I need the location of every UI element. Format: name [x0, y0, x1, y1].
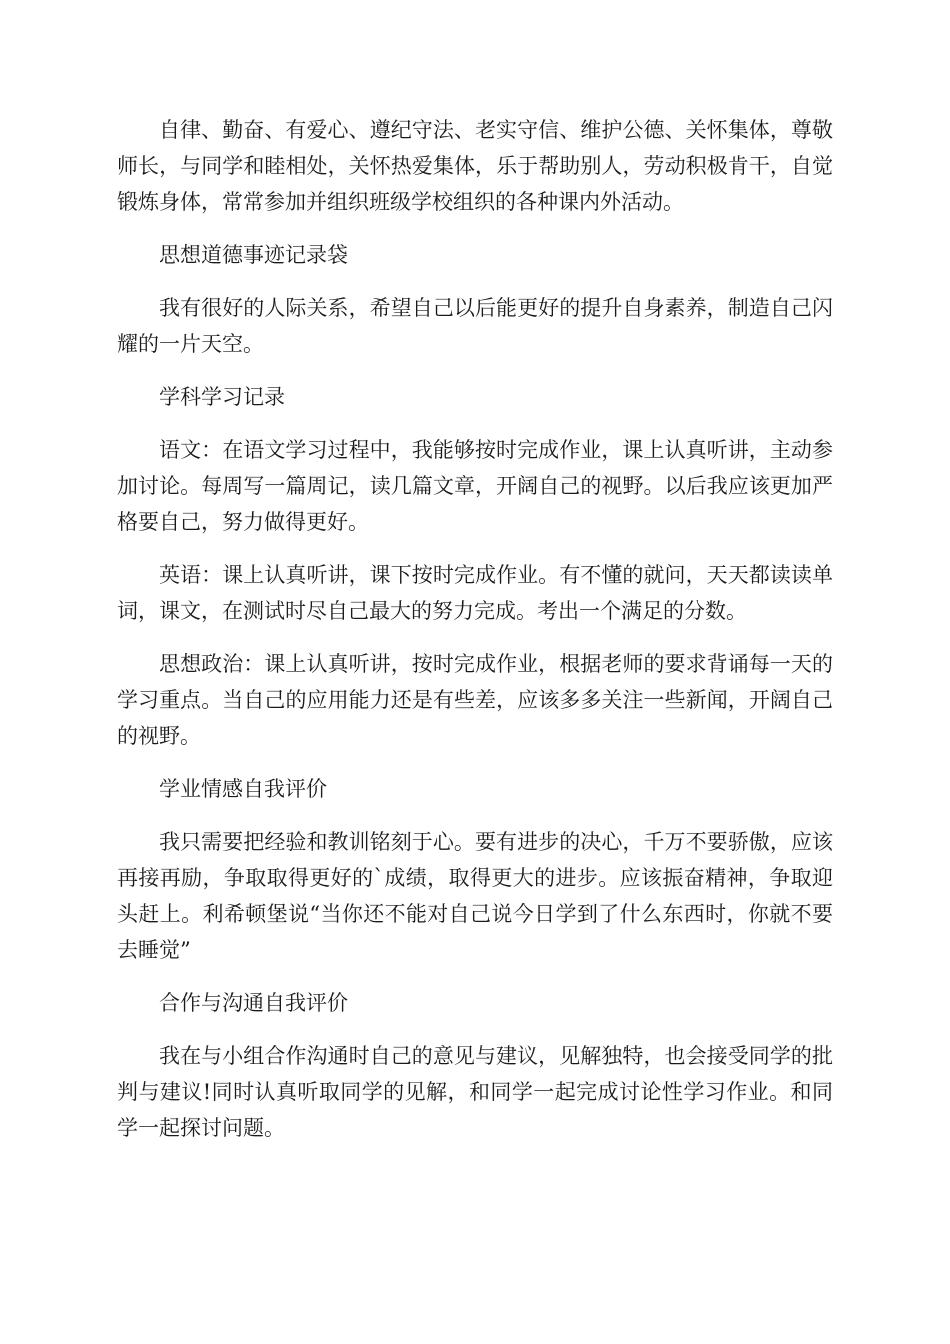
paragraph-politics: 思想政治：课上认真听讲，按时完成作业，根据老师的要求背诵每一天的学习重点。当自己的应用能力还是有些差，应该多多关注一些新闻，开阔自己的视野。	[117, 652, 833, 748]
heading-subject-record: 学科学习记录	[159, 385, 285, 409]
paragraph-cooperation: 我在与小组合作沟通时自己的意见与建议，见解独特，也会接受同学的批判与建议!同时认真听取同学的见解，和同学一起完成讨论性学习作业。和同学一起探讨问题。	[117, 1044, 833, 1140]
heading-academic-self-eval: 学业情感自我评价	[159, 777, 327, 801]
heading-cooperation-self-eval: 合作与沟通自我评价	[159, 991, 348, 1015]
paragraph-academic: 我只需要把经验和教训铭刻于心。要有进步的决心，千万不要骄傲，应该再接再励，争取取得更好的`成绩，取得更大的进步。应该振奋精神，争取迎头赶上。利希顿堡说“当你还不能对自己说今日学到了什么东西时，你就不要去睡觉”	[117, 830, 833, 962]
document-body	[117, 112, 833, 1163]
paragraph-english: 英语：课上认真听讲，课下按时完成作业。有不懂的就问，天天都读读单词，课文，在测试时尽自己最大的努力完成。考出一个满足的分数。	[117, 563, 833, 623]
heading-moral-record: 思想道德事迹记录袋	[159, 243, 348, 267]
paragraph-relationships: 我有很好的人际关系，希望自己以后能更好的提升自身素养，制造自己闪耀的一片天空。	[117, 296, 833, 356]
paragraph-conduct: 自律、勤奋、有爱心、遵纪守法、老实守信、维护公德、关怀集体，尊敬师长，与同学和睦相处，关怀热爱集体，乐于帮助别人，劳动积极肯干，自觉锻炼身体，常常参加并组织班级学校组织的各种课内外活动。	[117, 118, 833, 214]
paragraph-chinese: 语文：在语文学习过程中，我能够按时完成作业，课上认真听讲，主动参加讨论。每周写一篇周记，读几篇文章，开阔自己的视野。以后我应该更加严格要自己，努力做得更好。	[117, 438, 833, 534]
